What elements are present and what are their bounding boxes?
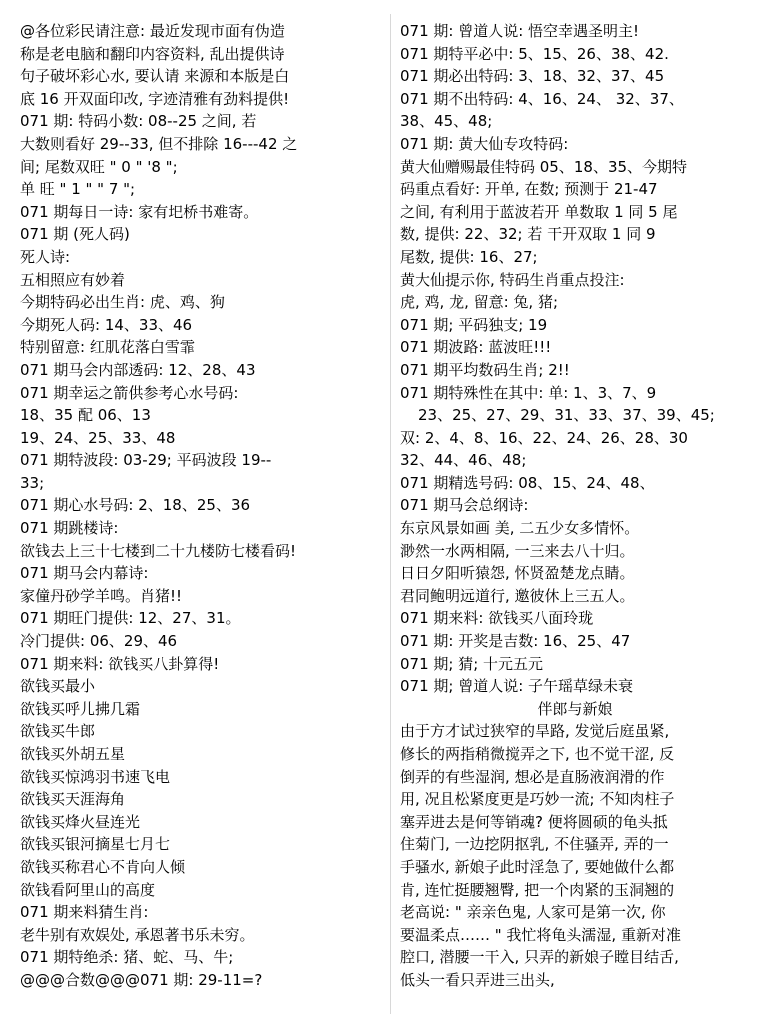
right-column-line: 渺然一水两相隔, 一三来去八十归。 [400, 541, 635, 560]
right-column-line: 日日夕阳听猿怨, 怀贤盈楚龙点睛。 [400, 564, 635, 583]
left-column-line: 间; 尾数双旺 " 0 " '8 "; [20, 157, 178, 176]
right-column-line: 071 期马会总纲诗: [400, 496, 529, 515]
right-column-line: 用, 况且松紧度更是巧妙一流; 不知肉柱子 [400, 790, 675, 809]
right-column-line: 双: 2、4、8、16、22、24、26、28、30 [400, 428, 688, 447]
right-column-line: 071 期; 猜; 十元五元 [400, 654, 544, 673]
right-column-line: 38、45、48; [400, 112, 493, 131]
left-column-line: 欲钱买称君心不肯向人倾 [20, 857, 186, 876]
left-column-line: 071 期: 特码小数: 08--25 之间, 若 [20, 112, 257, 131]
left-column-line: 今期特码必出生肖: 虎、鸡、狗 [20, 293, 225, 312]
right-column-line: 塞弄进去是何等销魂? 便将圆硕的龟头抵 [400, 812, 668, 831]
left-column-line: @@@合数@@@071 期: 29-11=? [20, 970, 263, 989]
left-column-line: 071 期来料: 欲钱买八卦算得! [20, 654, 220, 673]
left-column-line: 071 期特绝杀: 猪、蛇、马、牛; [20, 948, 234, 967]
left-column-line: 19、24、25、33、48 [20, 428, 176, 447]
right-column-line: 修长的两指稍微搅弄之下, 也不觉干涩, 反 [400, 745, 675, 763]
left-column-line: 071 期特波段: 03-29; 平码波段 19-- [20, 451, 272, 470]
left-column-line: 欲钱买银河摘星七月七 [20, 835, 171, 854]
left-column-line: 071 期每日一诗: 家有圯桥书难寄。 [20, 202, 259, 221]
left-column-line: 句子破坏彩心水, 要认请 来源和本版是白 [20, 67, 290, 86]
right-column-line: 尾数, 提供: 16、27; [400, 247, 538, 266]
left-column-line: 欲钱买最小 [20, 677, 96, 696]
left-column-line: 071 期来料猜生肖: [20, 903, 149, 922]
right-column-line: 071 期特殊性在其中: 单: 1、3、7、9 [400, 383, 657, 402]
right-column-line: 071 期特平必中: 5、15、26、38、42. [400, 44, 669, 63]
right-column-line: 071 期必出特码: 3、18、32、37、45 [400, 67, 665, 86]
left-column-line: 特别留意: 红肌花落白雪霏 [20, 338, 195, 357]
left-column-line: 死人诗: [20, 247, 71, 266]
right-column-line: 黄大仙提示你, 特码生肖重点投注: [400, 270, 625, 289]
left-column-line: 冷门提供: 06、29、46 [20, 632, 178, 651]
left-column-line: 欲钱去上三十七楼到二十九楼防七楼看码! [20, 541, 297, 560]
left-column-line: 大数则看好 29--33, 但不排除 16---42 之 [20, 134, 298, 153]
left-column-line: 五相照应有妙着 [20, 270, 126, 289]
left-column-line: 欲钱买牛郎 [20, 722, 96, 741]
left-column-line: 欲钱买惊鸿羽书速飞电 [20, 767, 171, 786]
left-column-line: 071 期马会内部透码: 12、28、43 [20, 360, 256, 379]
left-column-line: 071 期旺门提供: 12、27、31。 [20, 609, 241, 628]
left-column-line: 老牛别有欢娱处, 承恩著书乐未穷。 [20, 925, 255, 944]
right-column-line: 071 期来料: 欲钱买八面玲珑 [400, 609, 594, 628]
left-column-line: 欲钱买烽火昼连光 [20, 812, 141, 831]
left-column-line: 今期死人码: 14、33、46 [20, 315, 193, 334]
right-column-line: 071 期: 黄大仙专攻特码: [400, 134, 569, 153]
right-column-line: 低头一看只弄进三出头, [400, 970, 555, 989]
right-column-line: 23、25、27、29、31、33、37、39、45; [418, 406, 715, 425]
right-column-line: 肯, 连忙挺腰翘臀, 把一个肉紧的玉洞翘的 [400, 880, 675, 899]
right-column-line: 老高说: " 亲亲色鬼, 人家可是第一次, 你 [400, 903, 666, 922]
left-column-line: 家僮丹砂学羊鸣。肖猪!! [20, 586, 183, 605]
right-column-line: 东京风景如画 美, 二五少女多情怀。 [400, 519, 640, 538]
right-column [400, 20, 750, 992]
left-column-line: 单 旺 " 1 " " 7 "; [20, 180, 136, 199]
right-column-line: 数, 提供: 22、32; 若 干开双取 1 同 9 [400, 225, 656, 244]
right-column-line: 虎, 鸡, 龙, 留意: 兔, 猪; [400, 293, 559, 312]
left-column-line: 底 16 开双面印改, 字迹清雅有劲料提供! [20, 89, 290, 108]
right-column-line: 由于方才试过狭窄的旱路, 发觉后庭虽紧, [400, 722, 670, 741]
left-column-line: 33; [20, 473, 45, 492]
right-column-line: 071 期: 曾道人说: 悟空幸遇圣明主! [400, 22, 640, 40]
right-column-line: 071 期精选号码: 08、15、24、48、 [400, 473, 655, 492]
right-column-line: 码重点看好: 开单, 在数; 预测于 21-47 [400, 180, 658, 199]
right-column-line: 071 期波路: 蓝波旺!!! [400, 338, 552, 357]
left-column-line: 071 期幸运之箭供参考心水号码: [20, 383, 239, 402]
left-column [20, 20, 385, 992]
right-column-line: 071 期; 平码独支; 19 [400, 315, 548, 334]
right-column-line: 倒弄的有些湿润, 想必是直肠液润滑的作 [400, 767, 665, 786]
right-column-line: 071 期; 曾道人说: 子午瑶草绿未衰 [400, 677, 634, 696]
right-column-line: 手骚水, 新娘子此时淫急了, 要她做什么都 [400, 857, 675, 876]
right-column-line: 住菊门, 一边挖阴抠乳, 不住骚弄, 弄的一 [400, 835, 669, 854]
right-column-line: 要温柔点…… " 我忙将龟头濡湿, 重新对准 [400, 925, 681, 944]
right-column-line: 071 期不出特码: 4、16、24、 32、37、 [400, 89, 684, 108]
left-column-line: 欲钱买天涯海角 [20, 790, 126, 809]
left-column-line: 071 期马会内幕诗: [20, 564, 149, 583]
left-column-line: 18、35 配 06、13 [20, 406, 151, 425]
right-column-line: 32、44、46、48; [400, 451, 527, 470]
left-column-line: 欲钱看阿里山的高度 [20, 880, 156, 899]
left-column-line: 称是老电脑和翻印内容资料, 乱出提供诗 [20, 44, 285, 63]
column-divider [390, 14, 391, 1014]
right-column-line: 腔口, 潜腰一干入, 只弄的新娘子瞠目结舌, [400, 948, 679, 967]
right-column-line: 君同鲍明远道行, 邀彼休上三五人。 [400, 586, 635, 605]
right-column-line: 071 期: 开奖是吉数: 16、25、47 [400, 632, 631, 651]
right-column-line: 伴郎与新娘 [537, 699, 613, 718]
right-column-line: 黄大仙赠赐最佳特码 05、18、35、今期特 [400, 157, 688, 176]
left-column-line: 欲钱买呼儿拂几霜 [20, 699, 141, 718]
left-column-line: @各位彩民请注意: 最近发现市面有伪造 [20, 22, 285, 40]
left-column-line: 欲钱买外胡五星 [20, 745, 126, 763]
right-column-line: 071 期平均数码生肖; 2!! [400, 360, 570, 379]
left-column-line: 071 期心水号码: 2、18、25、36 [20, 496, 251, 515]
left-column-line: 071 期跳楼诗: [20, 519, 119, 538]
left-column-line: 071 期 (死人码) [20, 225, 130, 244]
right-column-line: 之间, 有利用于蓝波若开 单数取 1 同 5 尾 [400, 202, 678, 221]
